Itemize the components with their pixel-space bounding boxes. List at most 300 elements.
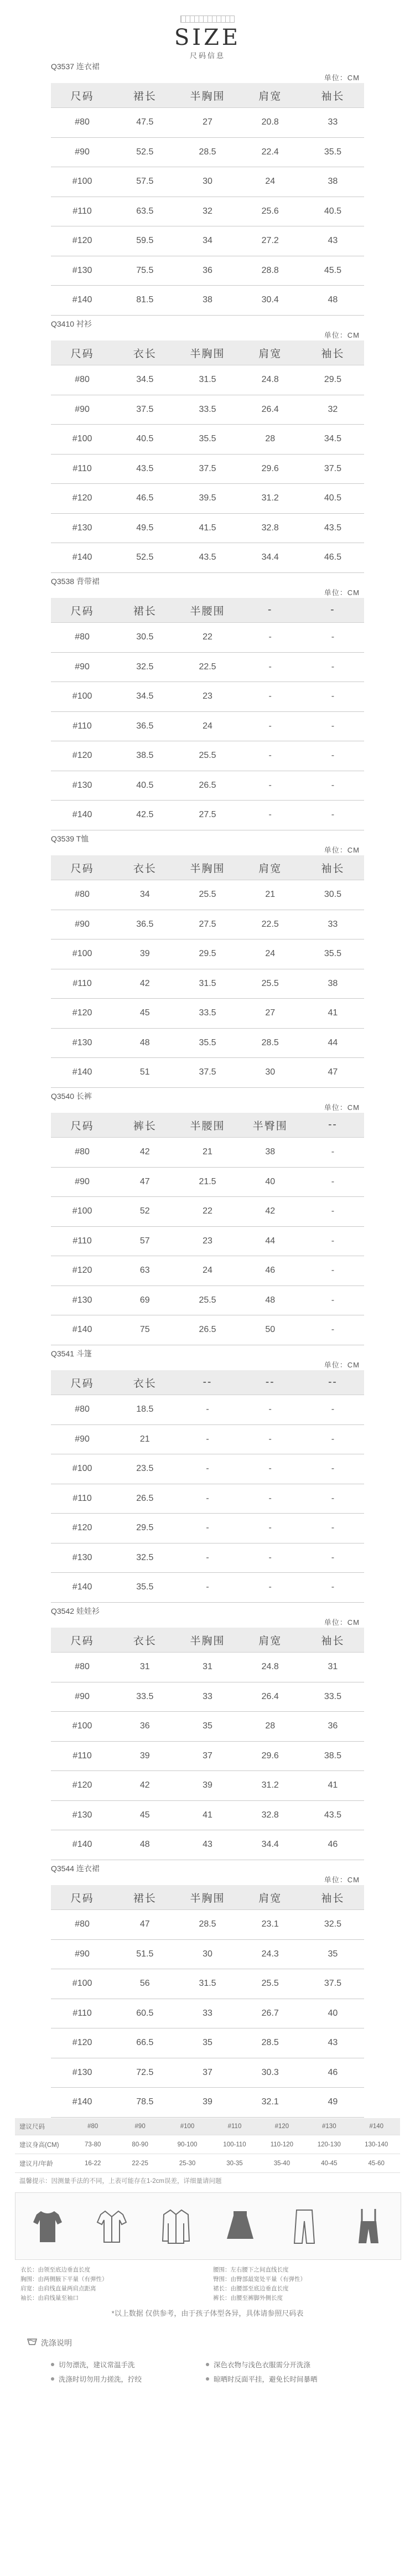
column-header: 尺码: [70, 348, 94, 360]
table-row: [51, 1771, 364, 1801]
table-row: [51, 1425, 364, 1455]
table-cell: 23.5: [136, 1464, 154, 1474]
table-cell: 28: [265, 1721, 276, 1731]
table-cell: 39: [139, 949, 150, 959]
size-table: [51, 1885, 364, 2118]
table-cell: 48: [139, 1037, 150, 1047]
table-cell: 26.5: [199, 1325, 216, 1335]
suggest-header-cell: #90: [134, 2123, 146, 2130]
table-cell: #120: [72, 1523, 92, 1533]
table-cell: 43: [328, 2038, 338, 2048]
table-cell: 30: [265, 1067, 276, 1077]
table-cell: 32.8: [261, 1810, 279, 1820]
table-header-row: [51, 1370, 364, 1395]
table-cell: #80: [75, 1147, 90, 1157]
table-cell: 35.5: [324, 949, 341, 959]
column-header: 半腰围: [190, 605, 225, 617]
table-cell: 42: [139, 1147, 150, 1157]
column-header: 袖长: [321, 1892, 345, 1904]
table-cell: -: [331, 1325, 335, 1335]
table-cell: -: [331, 751, 335, 761]
size-table: [51, 855, 364, 1088]
unit-label: 单位：CM: [324, 331, 360, 339]
wash-item: [51, 2357, 206, 2372]
table-cell: 44: [265, 1236, 276, 1246]
table-cell: #130: [72, 265, 92, 275]
table-row: [51, 108, 364, 138]
table-cell: 23.1: [261, 1919, 279, 1929]
table-cell: 47: [139, 1919, 150, 1929]
table-cell: 75.5: [136, 265, 154, 275]
table-cell: #90: [75, 147, 90, 157]
table-cell: 33.5: [199, 1008, 216, 1018]
table-cell: #130: [72, 2067, 92, 2077]
table-row: [51, 1940, 364, 1970]
note-line: 衣长：由领至底边垂直长度: [20, 2267, 90, 2273]
coat-icon: [157, 2201, 195, 2251]
section-title: Q3537 连衣裙: [51, 62, 100, 71]
table-cell: 50: [265, 1325, 276, 1335]
table-cell: #90: [75, 1691, 90, 1701]
table-row: [51, 2028, 364, 2058]
table-cell: #110: [72, 2008, 92, 2018]
column-header: --: [265, 1376, 275, 1388]
suggest-age-cell: 16-22: [85, 2160, 101, 2167]
table-cell: 33: [328, 919, 338, 929]
table-cell: 57: [139, 1236, 150, 1246]
table-cell: #140: [72, 1067, 92, 1077]
table-cell: 30.5: [324, 890, 341, 900]
suggest-age-cell: 22-25: [132, 2160, 148, 2167]
table-cell: 35.5: [199, 434, 216, 444]
table-header-row: [51, 1628, 364, 1653]
table-cell: 29.5: [199, 949, 216, 959]
table-cell: 29.5: [136, 1523, 154, 1533]
table-row: [51, 801, 364, 830]
table-cell: -: [331, 632, 335, 642]
table-cell: #120: [72, 1780, 92, 1790]
table-cell: 43.5: [324, 523, 341, 533]
logo-text: SIZE: [174, 25, 241, 50]
table-cell: 60.5: [136, 2008, 154, 2018]
table-cell: 40: [328, 2008, 338, 2018]
table-row: [51, 1712, 364, 1742]
table-row: [51, 256, 364, 286]
table-cell: 31.2: [261, 1780, 279, 1790]
table-cell: 32.5: [324, 1919, 341, 1929]
table-cell: -: [331, 1266, 335, 1276]
note-line: 腰围：左右腰下之间直线长度: [213, 2267, 289, 2273]
table-cell: 46.5: [136, 493, 154, 503]
table-cell: 40: [265, 1176, 276, 1186]
table-row: [51, 226, 364, 256]
table-header-row: [51, 598, 364, 623]
table-cell: #90: [75, 919, 90, 929]
suggest-height-cell: 130-140: [365, 2141, 388, 2148]
suggest-header-cell: #130: [322, 2123, 336, 2130]
table-cell: #100: [72, 1464, 92, 1474]
suggest-header-cell: #80: [87, 2123, 98, 2130]
table-cell: #100: [72, 1206, 92, 1216]
table-cell: 31: [328, 1662, 338, 1672]
table-cell: -: [331, 780, 335, 790]
unit-label: 单位：CM: [324, 846, 360, 854]
table-cell: 33: [203, 2008, 212, 2018]
unit-label: 单位：CM: [324, 1876, 360, 1884]
suggest-height-cell: 90-100: [177, 2141, 198, 2148]
table-row: [51, 1168, 364, 1197]
table-header-row: [51, 83, 364, 108]
table-row: [51, 1514, 364, 1543]
measurement-notes: [15, 2263, 400, 2305]
table-cell: #80: [75, 375, 90, 385]
table-cell: 69: [139, 1295, 150, 1305]
table-cell: 47: [328, 1067, 338, 1077]
table-cell: 52.5: [136, 553, 154, 562]
suggest-header-row: [15, 2118, 400, 2135]
table-cell: 43.5: [136, 463, 154, 473]
table-cell: 48: [328, 295, 338, 305]
table-cell: 37: [203, 1751, 212, 1761]
table-cell: -: [268, 751, 272, 761]
wash-item: [206, 2372, 361, 2386]
size-table: [51, 1370, 364, 1603]
disclaimer: *以上数据 仅供参考，由于孩子体型各异，具体请参照尺码表: [111, 2309, 304, 2317]
column-header: 尺码: [70, 1635, 94, 1647]
table-cell: 63: [139, 1266, 150, 1276]
table-cell: 47.5: [136, 117, 154, 127]
table-cell: 66.5: [136, 2038, 154, 2048]
table-cell: -: [331, 1552, 335, 1562]
table-cell: 28.5: [261, 2038, 279, 2048]
suggest-height-row: [15, 2135, 400, 2154]
bullet-icon: [206, 2363, 209, 2366]
table-cell: 45.5: [324, 265, 341, 275]
table-cell: -: [268, 1434, 272, 1444]
table-cell: 28.5: [199, 147, 216, 157]
table-cell: -: [268, 721, 272, 731]
size-section: [0, 1343, 415, 1600]
table-cell: #120: [72, 1266, 92, 1276]
table-row: [51, 1682, 364, 1712]
unit-label: 单位：CM: [324, 1361, 360, 1369]
table-cell: #140: [72, 553, 92, 562]
table-row: [51, 2058, 364, 2088]
wash-item: [51, 2372, 206, 2386]
table-cell: 38: [265, 1147, 276, 1157]
column-header: 衣长: [133, 863, 157, 875]
column-header: 衣长: [133, 1635, 157, 1647]
table-row: [51, 712, 364, 742]
table-cell: 29.6: [261, 463, 279, 473]
table-cell: 43.5: [324, 1810, 341, 1820]
table-cell: #130: [72, 523, 92, 533]
table-cell: 24: [203, 721, 212, 731]
size-section: [0, 828, 415, 1085]
table-cell: #140: [72, 295, 92, 305]
table-cell: 39: [203, 2097, 212, 2107]
table-cell: 24.3: [261, 1949, 279, 1959]
table-cell: #120: [72, 236, 92, 246]
table-row: [51, 1395, 364, 1425]
table-cell: 25.5: [199, 890, 216, 900]
column-header: 尺码: [70, 605, 94, 617]
table-cell: -: [268, 691, 272, 701]
table-cell: 51.5: [136, 1949, 154, 1959]
suggest-header-cell: #120: [274, 2123, 289, 2130]
table-cell: -: [268, 1552, 272, 1562]
column-header: 袖长: [321, 863, 345, 875]
table-cell: #100: [72, 691, 92, 701]
table-cell: #110: [72, 1493, 92, 1503]
table-cell: 24.8: [261, 1662, 279, 1672]
table-cell: #140: [72, 1840, 92, 1850]
suggest-height-label: 建议身高(CM): [19, 2141, 59, 2149]
table-cell: 36: [203, 265, 212, 275]
size-section: [0, 1857, 415, 2115]
table-row: [51, 1653, 364, 1682]
section-title: Q3542 娃娃衫: [51, 1607, 100, 1615]
table-cell: 28.8: [261, 265, 279, 275]
table-cell: 32.8: [261, 523, 279, 533]
table-cell: #110: [72, 1236, 92, 1246]
table-cell: 37.5: [199, 463, 216, 473]
table-row: [51, 138, 364, 168]
table-row: [51, 1543, 364, 1573]
table-cell: #80: [75, 632, 90, 642]
table-cell: -: [206, 1464, 209, 1474]
table-cell: 28.5: [261, 1037, 279, 1047]
section-title: Q3541 斗篷: [51, 1349, 92, 1358]
suggest-height-cell: 80-90: [132, 2141, 148, 2148]
table-cell: 31.5: [199, 375, 216, 385]
table-cell: 38.5: [136, 751, 154, 761]
table-cell: #80: [75, 1919, 90, 1929]
column-header: 半臀围: [252, 1120, 288, 1132]
wash-instructions: [51, 2357, 361, 2386]
table-cell: 42: [139, 1780, 150, 1790]
table-row: [51, 741, 364, 771]
table-row: [51, 939, 364, 969]
table-cell: 49.5: [136, 523, 154, 533]
table-header-row: [51, 340, 364, 365]
size-section: [0, 1085, 415, 1343]
table-cell: #100: [72, 1721, 92, 1731]
table-cell: #100: [72, 1979, 92, 1989]
note-line: 臀围：由臀部最宽处平量（有弹性）: [213, 2276, 306, 2283]
table-cell: 42.5: [136, 810, 154, 820]
table-cell: 40.5: [136, 434, 154, 444]
table-cell: -: [331, 662, 335, 672]
table-cell: -: [268, 810, 272, 820]
table-cell: 43.5: [199, 553, 216, 562]
table-cell: -: [206, 1434, 209, 1444]
table-cell: 27.5: [199, 810, 216, 820]
table-cell: 28: [265, 434, 276, 444]
table-cell: 75: [139, 1325, 150, 1335]
table-cell: 24: [203, 1266, 212, 1276]
table-cell: 34.4: [261, 1840, 279, 1850]
table-cell: #90: [75, 1434, 90, 1444]
note-line: 裤长：由腰至裤脚外侧长度: [213, 2295, 283, 2301]
table-cell: #140: [72, 1582, 92, 1592]
column-header: 半胸围: [190, 90, 225, 102]
table-cell: 23: [203, 1236, 212, 1246]
table-cell: 35.5: [136, 1582, 154, 1592]
suggest-height-cell: 120-130: [317, 2141, 341, 2148]
section-title: Q3539 T恤: [51, 834, 89, 843]
wash-text: 洗涤时切勿用力搓洗，拧绞: [59, 2376, 142, 2383]
table-cell: -: [206, 1405, 209, 1415]
table-cell: 39: [203, 1780, 212, 1790]
logo-subtitle: 尺码信息: [189, 51, 225, 60]
notes-right: [208, 2263, 400, 2305]
table-cell: 59.5: [136, 236, 154, 246]
wash-item: [206, 2357, 361, 2372]
table-row: [51, 1454, 364, 1484]
table-cell: 35: [328, 1949, 338, 1959]
table-row: [51, 197, 364, 227]
column-header: 尺码: [70, 1120, 94, 1132]
table-cell: 31: [203, 1662, 212, 1672]
unit-label: 单位：CM: [324, 74, 360, 82]
table-row: [51, 286, 364, 316]
suggest-age-label: 建议月/年龄: [19, 2160, 53, 2167]
tshirt-icon: [28, 2201, 67, 2251]
table-row: [51, 425, 364, 455]
table-cell: 32.5: [136, 1552, 154, 1562]
column-header: 肩宽: [258, 1635, 282, 1647]
table-cell: 34.5: [136, 691, 154, 701]
wash-text: 切勿漂洗，建议常温手洗: [59, 2361, 135, 2369]
table-cell: #90: [75, 1949, 90, 1959]
table-cell: 41: [328, 1780, 338, 1790]
suggested-size-table: [15, 2118, 400, 2190]
table-row: [51, 910, 364, 940]
table-cell: 26.4: [261, 404, 279, 414]
suggest-age-cell: 30-35: [226, 2160, 243, 2167]
table-cell: #110: [72, 978, 92, 988]
table-cell: -: [268, 1582, 272, 1592]
table-cell: 43: [328, 236, 338, 246]
section-title: Q3410 衬衫: [51, 319, 92, 328]
table-cell: 41: [328, 1008, 338, 1018]
page-header: [0, 0, 415, 60]
table-cell: 30: [203, 1949, 212, 1959]
table-row: [51, 880, 364, 910]
garment-diagrams: [15, 2192, 401, 2260]
table-row: [51, 543, 364, 573]
column-header: 尺码: [70, 1377, 94, 1390]
skirt-icon: [221, 2201, 260, 2251]
table-cell: -: [331, 691, 335, 701]
table-cell: 48: [139, 1840, 150, 1850]
table-row: [51, 1573, 364, 1603]
suggest-age-cell: 45-60: [368, 2160, 385, 2167]
column-header: -: [330, 604, 335, 616]
table-row: [51, 1029, 364, 1059]
table-cell: 25.5: [199, 751, 216, 761]
table-row: [51, 1910, 364, 1940]
table-cell: 49: [328, 2097, 338, 2107]
dress-shirt-icon: [92, 2201, 131, 2251]
table-cell: 43: [203, 1840, 212, 1850]
table-cell: 26.7: [261, 2008, 279, 2018]
table-cell: 31: [139, 1662, 150, 1672]
table-cell: 24: [265, 949, 276, 959]
table-row: [51, 999, 364, 1029]
column-header: 肩宽: [258, 863, 282, 875]
table-cell: #130: [72, 1295, 92, 1305]
table-cell: #120: [72, 751, 92, 761]
unit-label: 单位：CM: [324, 588, 360, 597]
table-cell: 51: [139, 1067, 150, 1077]
size-section: [0, 1600, 415, 1857]
pants-icon: [285, 2201, 324, 2251]
table-cell: 46.5: [324, 553, 341, 562]
table-cell: #110: [72, 721, 92, 731]
table-cell: 31.5: [199, 978, 216, 988]
table-cell: #80: [75, 117, 90, 127]
table-cell: #80: [75, 1662, 90, 1672]
table-row: [51, 365, 364, 395]
table-row: [51, 1484, 364, 1514]
table-cell: 33: [203, 1691, 212, 1701]
table-cell: 36.5: [136, 721, 154, 731]
column-header: 半胸围: [190, 348, 225, 360]
section-title: Q3540 长裤: [51, 1092, 92, 1101]
table-cell: #140: [72, 810, 92, 820]
table-cell: 34: [139, 890, 150, 900]
table-cell: -: [206, 1552, 209, 1562]
table-row: [51, 484, 364, 514]
size-table: [51, 598, 364, 830]
table-row: [51, 1256, 364, 1286]
suggest-header-label: 建议尺码: [19, 2124, 45, 2130]
table-cell: #90: [75, 662, 90, 672]
table-cell: 35.5: [199, 1037, 216, 1047]
note-line: 裙长：由腰部至底边垂直长度: [213, 2285, 289, 2292]
table-cell: 36: [328, 1721, 338, 1731]
table-cell: 39: [139, 1751, 150, 1761]
table-cell: 46: [328, 1840, 338, 1850]
column-header: 半胸围: [190, 1892, 225, 1904]
table-cell: 25.5: [261, 1979, 279, 1989]
section-title: Q3544 连衣裙: [51, 1864, 100, 1873]
table-row: [51, 682, 364, 712]
table-cell: 26.5: [199, 780, 216, 790]
table-cell: 40.5: [324, 493, 341, 503]
measure-tip: 温馨提示：因测量手法的不同，上表可能存在1-2cm误差，详细量请问题: [19, 2178, 222, 2185]
table-cell: 22.5: [261, 919, 279, 929]
table-row: [51, 1227, 364, 1257]
size-table: [51, 1628, 364, 1860]
bullet-icon: [51, 2377, 54, 2381]
size-section: [0, 313, 415, 570]
table-cell: #140: [72, 1325, 92, 1335]
column-header: 袖长: [321, 1635, 345, 1647]
table-cell: 29.5: [324, 375, 341, 385]
unit-label: 单位：CM: [324, 1103, 360, 1112]
table-cell: -: [331, 1493, 335, 1503]
column-header: 尺码: [70, 1892, 94, 1904]
table-cell: 48: [265, 1295, 276, 1305]
table-header-row: [51, 855, 364, 880]
table-cell: 32: [203, 206, 212, 216]
table-row: [51, 1315, 364, 1345]
column-header: 裙长: [133, 605, 157, 617]
column-header: 裙长: [133, 1892, 157, 1904]
